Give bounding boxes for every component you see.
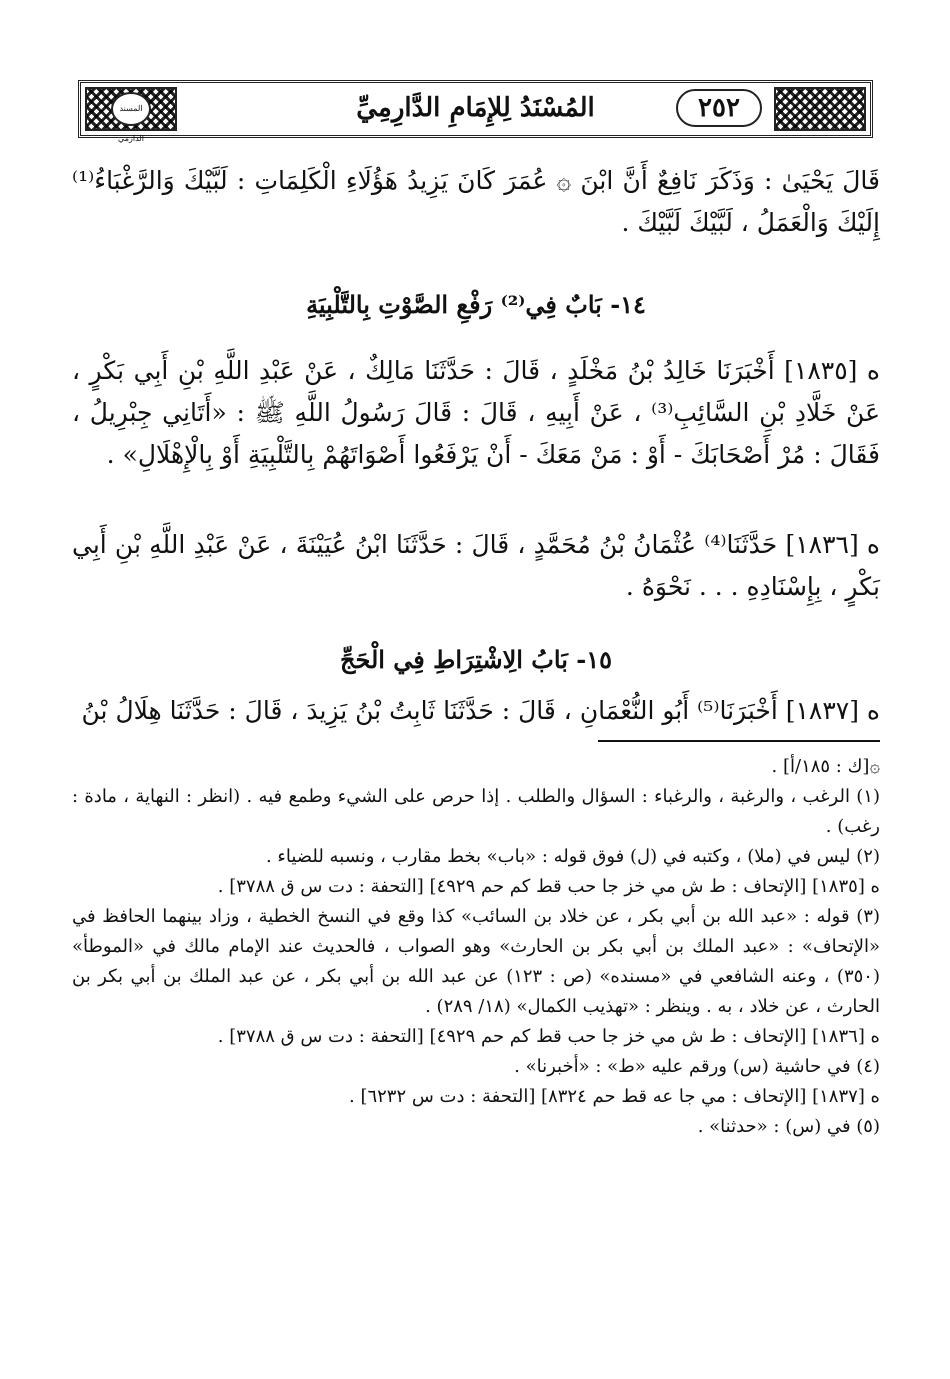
- running-title: المُسْنَدُ لِلإِمَامِ الدَّارِمِيِّ: [356, 93, 595, 123]
- paragraph-intro: قَالَ يَحْيَىٰ : وَذَكَرَ نَافِعٌ أَنَّ ابْنَ ۞ عُمَرَ كَانَ يَزِيدُ هَؤُلَاءِ الْكَلِمَاتِ : لَبَّيْكَ وَالرَّغْبَاءُ⁽¹⁾ إِلَيْكَ وَالْعَمَلُ ، لَبَّيْكَ لَبَّيْكَ .: [72, 166, 880, 237]
- footnote-4: (٤) في حاشية (س) ورقم عليه «ط» : «أخبرنا» .: [514, 1056, 880, 1077]
- footnote-5: (٥) في (س) : «حدثنا» .: [697, 1116, 880, 1137]
- footnote-2: (٢) ليس في (ملا) ، وكتبه في (ل) فوق قوله : «باب» بخط مقارب ، ونسبه للضياء .: [265, 846, 880, 867]
- footnote-1: (١) الرغب ، والرغبة ، والرغباء : السؤال والطلب . إذا حرص على الشيء وطمع فيه . (انظر : النهاية ، مادة : رغب) .: [72, 786, 880, 837]
- takhrij-1835: ه [١٨٣٥] [الإتحاف : ط ش مي خز جا حب قط كم حم ٤٩٢٩] [التحفة : دت س ق ٣٧٨٨] .: [217, 876, 880, 897]
- hadith-1837: ه [١٨٣٧] أَخْبَرَنَا⁽⁵⁾ أَبُو النُّعْمَانِ ، قَالَ : حَدَّثَنَا ثَابِتُ بْنُ يَزِيدَ ، قَالَ : حَدَّثَنَا هِلَالُ بْنُ: [81, 696, 880, 725]
- ornament-medallion: المسند الدارمي: [111, 92, 151, 126]
- chapter-heading-14: ١٤- بَابٌ فِي⁽²⁾ رَفْعِ الصَّوْتِ بِالتَّلْبِيَةِ: [306, 290, 646, 319]
- footnote-3: (٣) قوله : «عبد الله بن أبي بكر ، عن خلاد بن السائب» كذا وقع في النسخ الخطية ، وزاد بينهما الحافظ في «الإتحاف» : «عبد الملك بن أبي بكر بن الحارث» وهو الصواب ، فالحديث عند الإمام مالك في «الموطأ» (٣٥٠) ، وعنه الشافعي في «مسنده» (ص : ١٢٣) عن عبد الله بن أبي بكر ، عن عبد الملك بن أبي بكر بن الحارث ، عن خلاد ، به . وينظر : «تهذيب الكمال» (١٨/ ٢٨٩) .: [72, 906, 880, 1017]
- header-ornament-right: [774, 87, 866, 131]
- footnote-separator: [598, 740, 880, 742]
- hadith-1835: ه [١٨٣٥] أَخْبَرَنَا خَالِدُ بْنُ مَخْلَدٍ ، قَالَ : حَدَّثَنَا مَالِكٌ ، عَنْ عَبْدِ اللَّهِ بْنِ أَبِي بَكْرٍ ، عَنْ خَلَّادِ بْنِ السَّائِبِ⁽³⁾ ، عَنْ أَبِيهِ ، قَالَ : قَالَ رَسُولُ اللَّهِ ﷺ : «أَتَانِي جِبْرِيلُ ، فَقَالَ : مُرْ أَصْحَابَكَ - أَوْ : مَنْ مَعَكَ - أَنْ يَرْفَعُوا أَصْوَاتَهُمْ بِالتَّلْبِيَةِ أَوْ بِالْإِهْلَالِ» .: [72, 356, 881, 469]
- header-ornament-left: [85, 87, 177, 143]
- hadith-1836: ه [١٨٣٦] حَدَّثَنَا⁽⁴⁾ عُثْمَانُ بْنُ مُحَمَّدٍ ، قَالَ : حَدَّثَنَا ابْنُ عُيَيْنَةَ ، عَنْ عَبْدِ اللَّهِ بْنِ أَبِي بَكْرٍ ، بِإِسْنَادِهِ . . . نَحْوَهُ .: [72, 530, 880, 601]
- page-header: [78, 80, 873, 143]
- takhrij-1836: ه [١٨٣٦] [الإتحاف : ط ش مي خز جا حب قط كم حم ٤٩٢٩] [التحفة : دت س ق ٣٧٨٨] .: [217, 1026, 880, 1047]
- takhrij-1837: ه [١٨٣٧] [الإتحاف : مي جا عه قط حم ٨٣٢٤] [التحفة : دت س ٦٢٣٢] .: [349, 1086, 880, 1107]
- footnotes: [72, 752, 880, 1142]
- chapter-heading-15: ١٥- بَابُ الِاشْتِرَاطِ فِي الْحَجِّ: [339, 645, 612, 674]
- page-number: ٢٥٢: [676, 89, 762, 127]
- footnote-folio: ۞[ك : ١٨٥/أ] .: [771, 756, 880, 777]
